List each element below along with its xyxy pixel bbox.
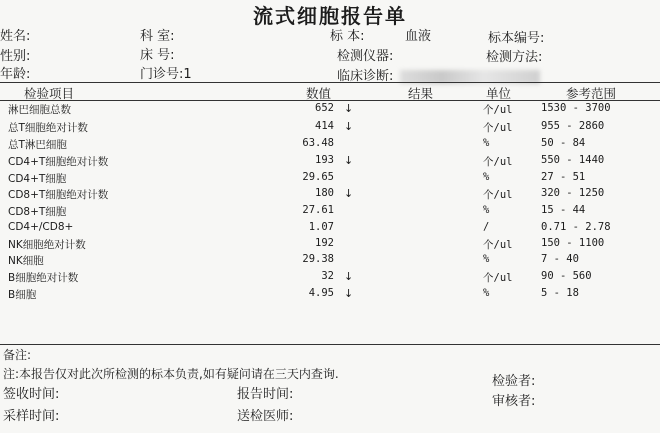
table-row [0, 102, 660, 119]
item-value: 63.48 [302, 137, 334, 149]
report-title: 流式细胞报告单 [253, 4, 407, 28]
item-unit: % [483, 171, 490, 183]
item-unit: 个/ul [483, 104, 513, 116]
sign-time-label: 签收时间: [3, 387, 60, 402]
item-value: 29.65 [302, 171, 334, 183]
table-row [0, 221, 660, 238]
item-name: CD8+T细胞绝对计数 [8, 189, 109, 201]
specimen-label: 标 本: [330, 29, 365, 44]
table-row [0, 270, 660, 287]
table-row [0, 204, 660, 221]
item-unit: 个/ul [483, 156, 513, 168]
reviewer-label: 审核者: [492, 394, 536, 409]
item-ref-range: 320 - 1250 [541, 187, 605, 199]
col-header-unit: 单位 [486, 86, 512, 101]
item-name: NK细胞 [8, 255, 44, 267]
item-name: 总T淋巴细胞 [8, 139, 67, 151]
instrument-label: 检测仪器: [337, 49, 394, 64]
table-row [0, 187, 660, 204]
item-ref-range: 5 - 18 [541, 287, 579, 299]
item-value: 180 [315, 187, 334, 199]
col-header-value: 数值 [306, 86, 332, 101]
item-value: 414 [315, 120, 334, 132]
low-flag-icon: ↓ [344, 270, 354, 283]
item-unit: 个/ul [483, 272, 513, 284]
inspector-label: 检验者: [492, 374, 536, 389]
item-unit: % [483, 253, 490, 265]
item-unit: / [483, 221, 490, 233]
col-header-ref: 参考范围 [566, 86, 617, 101]
method-label: 检测方法: [486, 50, 543, 65]
footer-rule [0, 344, 660, 345]
age-label: 年龄: [0, 67, 31, 82]
table-header-rule [0, 100, 660, 101]
item-value: 32 [321, 270, 334, 282]
item-name: CD4+/CD8+ [8, 221, 74, 233]
item-value: 1.07 [308, 221, 334, 233]
table-row [0, 154, 660, 171]
doctor-label: 送检医师: [237, 409, 294, 424]
item-ref-range: 150 - 1100 [541, 237, 605, 249]
table-row [0, 237, 660, 254]
low-flag-icon: ↓ [344, 120, 354, 133]
specimen-no-label: 标本编号: [488, 31, 545, 46]
item-name: CD4+T细胞绝对计数 [8, 156, 109, 168]
item-value: 652 [315, 102, 334, 114]
item-name: B细胞绝对计数 [8, 272, 79, 284]
item-unit: % [483, 137, 490, 149]
item-name: 总T细胞绝对计数 [8, 122, 88, 134]
bed-label: 床 号: [140, 48, 175, 63]
name-label: 姓名: [0, 29, 31, 44]
table-row [0, 120, 660, 137]
low-flag-icon: ↓ [344, 154, 354, 167]
low-flag-icon: ↓ [344, 102, 354, 115]
item-name: CD4+T细胞 [8, 173, 67, 185]
item-name: NK细胞绝对计数 [8, 239, 86, 251]
item-value: 27.61 [302, 204, 334, 216]
low-flag-icon: ↓ [344, 187, 354, 200]
item-ref-range: 27 - 51 [541, 171, 586, 183]
item-name: 淋巴细胞总数 [8, 104, 71, 116]
item-ref-range: 550 - 1440 [541, 154, 605, 166]
item-value: 4.95 [308, 287, 334, 299]
item-value: 192 [315, 237, 334, 249]
table-row [0, 171, 660, 188]
report-time-label: 报告时间: [237, 387, 294, 402]
dept-label: 科 室: [140, 29, 175, 44]
sample-time-label: 采样时间: [3, 409, 60, 424]
item-ref-range: 7 - 40 [541, 253, 579, 265]
item-name: CD8+T细胞 [8, 206, 67, 218]
col-header-result: 结果 [408, 86, 434, 101]
item-unit: 个/ul [483, 239, 513, 251]
item-unit: % [483, 287, 490, 299]
table-top-rule [0, 82, 660, 83]
low-flag-icon: ↓ [344, 287, 354, 300]
clinic-label: 门诊号:1 [140, 67, 192, 82]
item-unit: 个/ul [483, 189, 513, 201]
item-ref-range: 15 - 44 [541, 204, 586, 216]
col-header-item: 检验项目 [24, 86, 75, 101]
item-value: 193 [315, 154, 334, 166]
remarks-label: 备注: [3, 348, 32, 362]
item-name: B细胞 [8, 289, 37, 301]
table-row [0, 253, 660, 270]
item-ref-range: 1530 - 3700 [541, 102, 611, 114]
item-ref-range: 90 - 560 [541, 270, 592, 282]
item-unit: 个/ul [483, 122, 513, 134]
item-ref-range: 0.71 - 2.78 [541, 221, 611, 233]
table-row [0, 287, 660, 304]
item-unit: % [483, 204, 490, 216]
disclaimer-note: 注:本报告仅对此次所检测的标本负责,如有疑问请在三天内查询. [3, 367, 339, 381]
item-value: 29.38 [302, 253, 334, 265]
diagnosis-label: 临床诊断: [337, 69, 394, 84]
gender-label: 性别: [0, 49, 31, 64]
table-row [0, 137, 660, 154]
specimen-value: 血液 [405, 29, 432, 44]
item-ref-range: 955 - 2860 [541, 120, 605, 132]
item-ref-range: 50 - 84 [541, 137, 586, 149]
